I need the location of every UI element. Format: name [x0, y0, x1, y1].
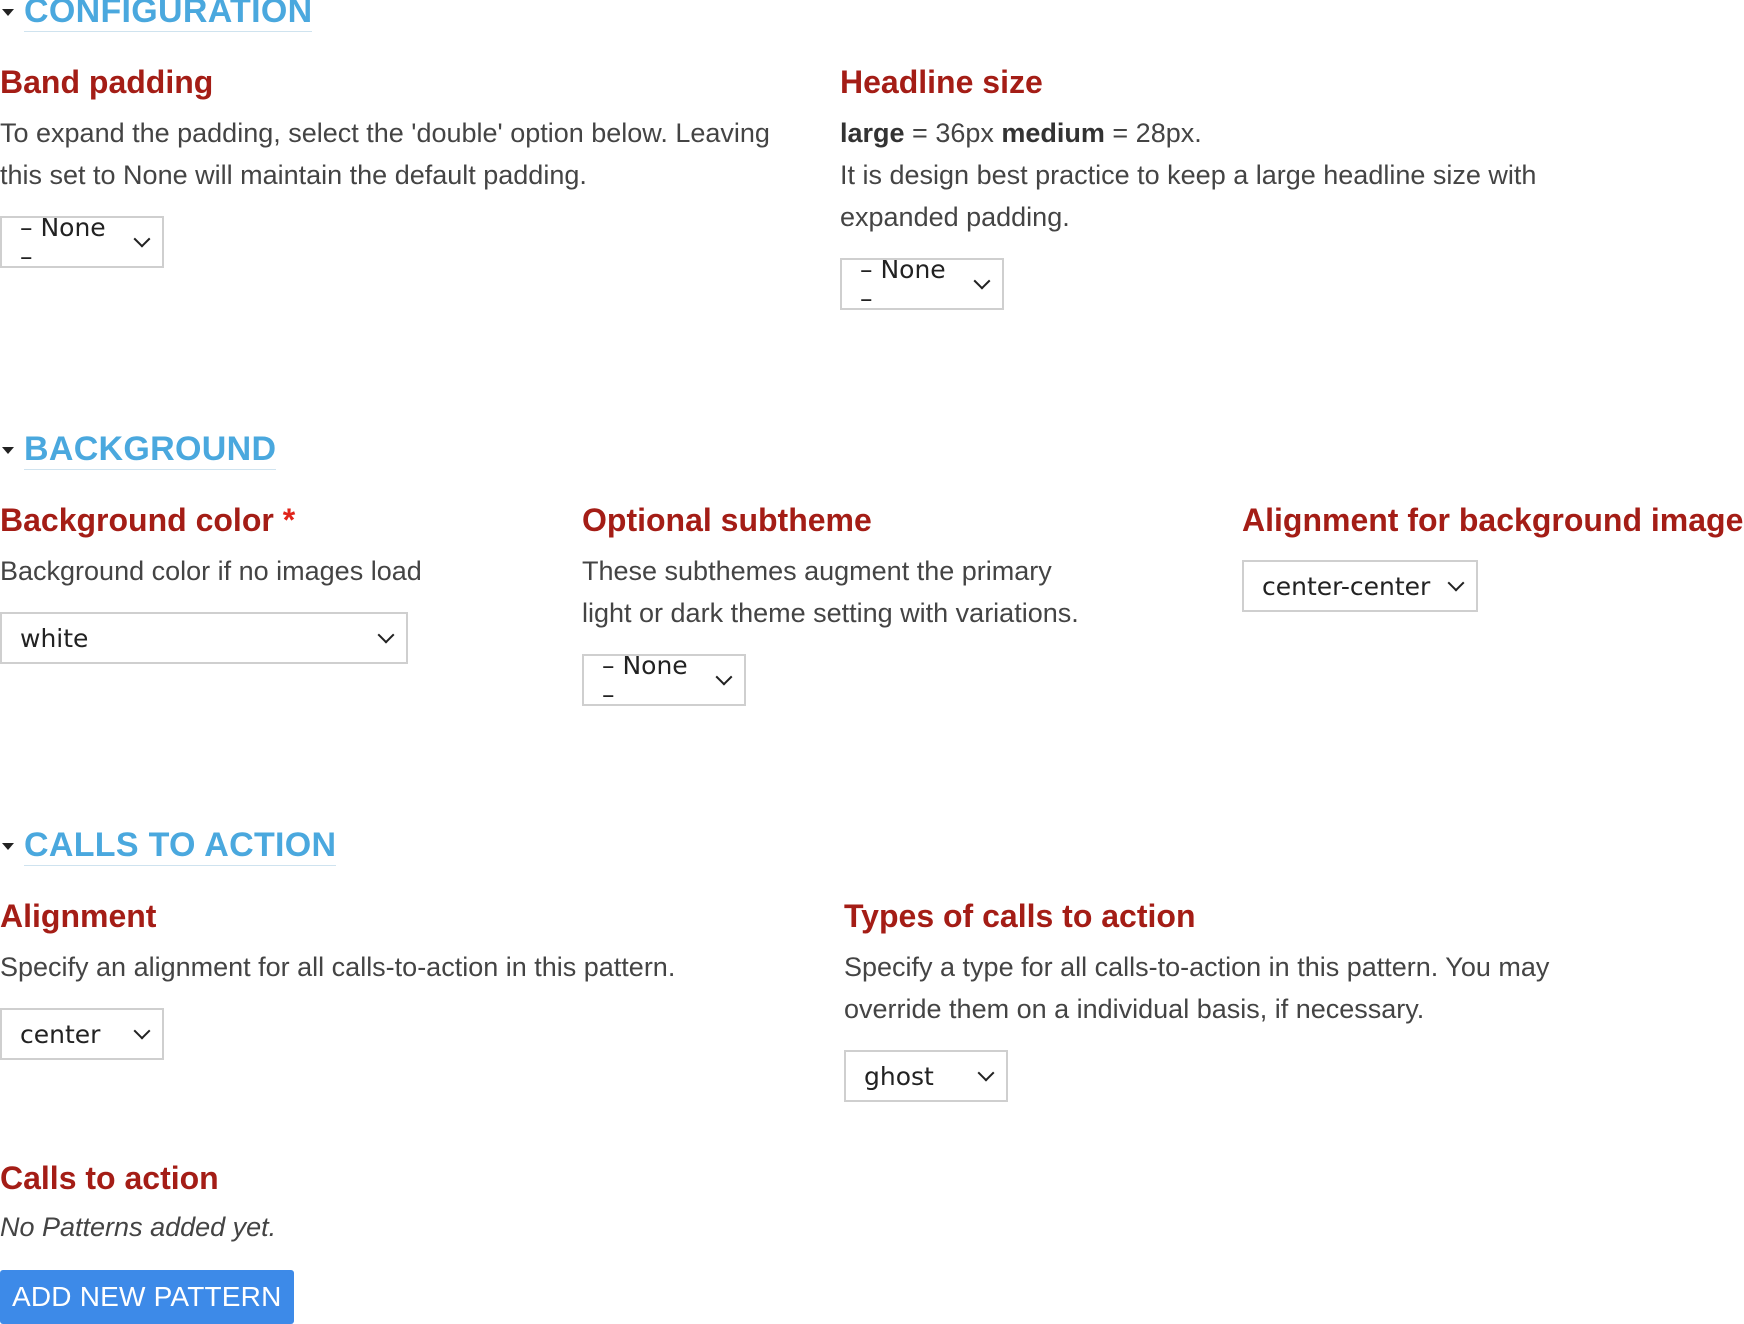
required-mark: *: [282, 502, 296, 538]
band-padding-desc-line2: this set to None will maintain the default padding.: [0, 160, 587, 190]
optional-subtheme-description: [582, 550, 1079, 634]
configuration-section-toggle[interactable]: [0, 0, 312, 32]
calls-to-action-section-toggle[interactable]: [0, 826, 336, 866]
medium-word: medium: [1001, 118, 1105, 148]
calls-to-action-section-title: CALLS TO ACTION: [24, 826, 337, 864]
cta-types-description: [844, 946, 1549, 1030]
cta-alignment-select[interactable]: [0, 1008, 164, 1060]
headline-size-desc-line3: expanded padding.: [840, 202, 1070, 232]
background-section-toggle[interactable]: [0, 430, 276, 470]
background-section-title: BACKGROUND: [24, 430, 277, 468]
large-value: = 36px: [904, 118, 1002, 148]
band-padding-label: Band padding: [0, 64, 214, 100]
alignment-background-image-select[interactable]: [1242, 560, 1478, 612]
configuration-section-title: CONFIGURATION: [24, 0, 312, 32]
cta-types-select-value: ghost: [864, 1061, 934, 1091]
optional-subtheme-desc-line1: These subthemes augment the primary: [582, 556, 1052, 586]
caret-down-icon: [2, 9, 14, 16]
cta-types-desc-line2: override them on a individual basis, if necessary.: [844, 994, 1425, 1024]
optional-subtheme-select-value: – None –: [602, 651, 688, 709]
alignment-background-image-select-value: center-center: [1262, 571, 1431, 601]
optional-subtheme-desc-line2: light or dark theme setting with variations.: [582, 598, 1079, 628]
headline-size-select[interactable]: [840, 255, 1004, 313]
chevron-down-icon: [1448, 575, 1465, 592]
band-padding-select-value: – None –: [20, 213, 106, 271]
headline-size-select-value: – None –: [860, 255, 946, 313]
optional-subtheme-label: Optional subtheme: [582, 502, 872, 538]
chevron-down-icon: [134, 1023, 151, 1040]
cta-types-desc-line1: Specify a type for all calls-to-action in this pattern. You may: [844, 952, 1550, 982]
add-new-pattern-button[interactable]: ADD NEW PATTERN: [0, 1270, 294, 1324]
headline-size-label: Headline size: [840, 64, 1043, 100]
medium-value: = 28px.: [1104, 118, 1202, 148]
headline-size-desc-line1: [840, 112, 1536, 154]
alignment-background-image-label: Alignment for background image: [1242, 502, 1744, 538]
background-color-label: [0, 502, 295, 538]
band-padding-description: [0, 112, 770, 196]
cta-types-select[interactable]: [844, 1050, 1008, 1102]
no-patterns-text: No Patterns added yet.: [0, 1212, 277, 1242]
large-word: large: [840, 118, 905, 148]
caret-down-icon: [2, 447, 14, 454]
background-color-select-value: white: [20, 623, 89, 653]
background-color-select[interactable]: [0, 612, 408, 664]
band-padding-select[interactable]: [0, 213, 164, 271]
headline-size-description: [840, 112, 1536, 238]
background-color-label-text: Background color: [0, 502, 274, 538]
chevron-down-icon: [134, 231, 151, 248]
calls-to-action-label: Calls to action: [0, 1160, 219, 1196]
chevron-down-icon: [974, 273, 991, 290]
chevron-down-icon: [978, 1065, 995, 1082]
caret-down-icon: [2, 843, 14, 850]
optional-subtheme-select[interactable]: [582, 651, 746, 709]
cta-alignment-label: Alignment: [0, 898, 157, 934]
band-padding-desc-line1: To expand the padding, select the 'double' option below. Leaving: [0, 118, 770, 148]
chevron-down-icon: [716, 669, 733, 686]
background-color-description: Background color if no images load: [0, 556, 422, 586]
headline-size-desc-line2: It is design best practice to keep a large headline size with: [840, 160, 1537, 190]
cta-types-label: Types of calls to action: [844, 898, 1196, 934]
cta-alignment-description: Specify an alignment for all calls-to-action in this pattern.: [0, 952, 676, 982]
cta-alignment-select-value: center: [20, 1019, 101, 1049]
chevron-down-icon: [378, 627, 395, 644]
